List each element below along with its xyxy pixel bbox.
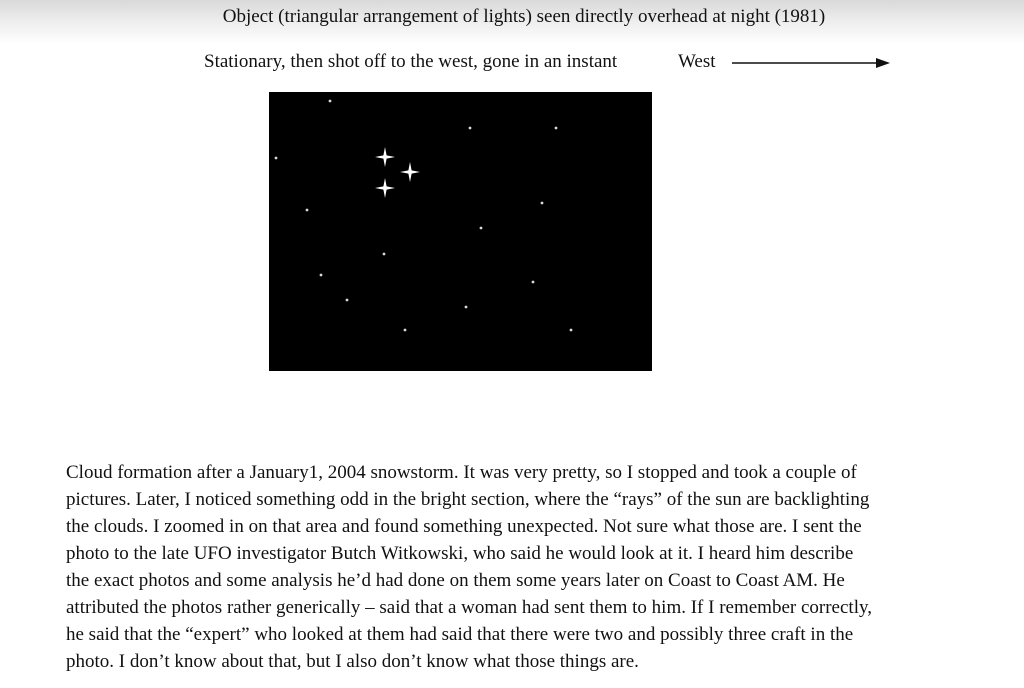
star xyxy=(555,127,558,130)
star xyxy=(383,253,386,256)
bright-light xyxy=(400,162,420,182)
star xyxy=(532,281,535,284)
star xyxy=(469,127,472,130)
star xyxy=(320,274,323,277)
star xyxy=(541,202,544,205)
night-sky-canvas xyxy=(269,92,652,371)
caption xyxy=(66,459,966,675)
caption-line: photo. I don’t know about that, but I also don’t know what those things are. xyxy=(66,651,639,672)
star xyxy=(275,157,278,160)
star xyxy=(306,209,309,212)
caption-line: Cloud formation after a January1, 2004 snowstorm. It was very pretty, so I stopped and took a couple of xyxy=(66,462,857,483)
star xyxy=(404,329,407,332)
star xyxy=(570,329,573,332)
document-title: Object (triangular arrangement of lights) seen directly overhead at night (1981) xyxy=(222,6,826,27)
direction-label: West xyxy=(678,51,716,72)
night-sky-photo xyxy=(269,92,652,371)
motion-description: Stationary, then shot off to the west, gone in an instant xyxy=(204,51,618,72)
star xyxy=(480,227,483,230)
bright-light xyxy=(375,178,395,198)
bright-light xyxy=(375,147,395,167)
caption-line: the exact photos and some analysis he’d had done on them some years later on Coast to Coast AM. He xyxy=(66,570,845,591)
caption-line: attributed the photos rather generically – said that a woman had sent them to him. If I remember correctly, xyxy=(66,597,872,618)
caption-line: photo to the late UFO investigator Butch Witkowski, who said he would look at it. I heard him describe xyxy=(66,543,854,564)
caption-line: he said that the “expert” who looked at them had said that there were two and possibly three craft in the xyxy=(66,624,854,645)
arrow-right-icon xyxy=(732,54,892,78)
caption-line: the clouds. I zoomed in on that area and found something unexpected. Not sure what those are. I sent the xyxy=(66,516,862,537)
star xyxy=(346,299,349,302)
caption-line: pictures. Later, I noticed something odd in the bright section, where the “rays” of the sun are backlighting xyxy=(66,489,870,510)
star xyxy=(465,306,468,309)
star xyxy=(329,100,332,103)
